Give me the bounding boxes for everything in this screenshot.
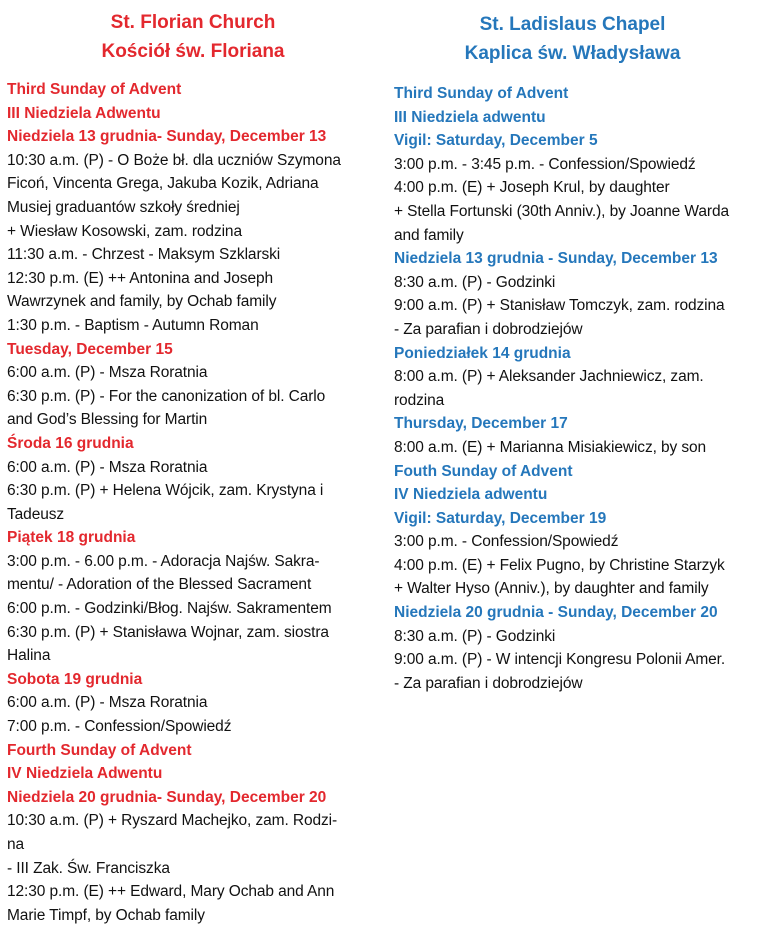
schedule-heading: Vigil: Saturday, December 5 <box>394 132 598 150</box>
schedule-entry: Marie Timpf, by Ochab family <box>7 906 205 924</box>
schedule-entry: 1:30 p.m. - Baptism - Autumn Roman <box>7 316 259 334</box>
schedule-entry: 4:00 p.m. (E) + Joseph Krul, by daughter <box>394 179 670 197</box>
schedule-entry: 8:30 a.m. (P) - Godzinki <box>394 273 556 291</box>
schedule-entry: 9:00 a.m. (P) + Stanisław Tomczyk, zam. rodzina <box>394 297 725 315</box>
schedule-heading: Niedziela 20 grudnia- Sunday, December 20 <box>7 788 327 806</box>
schedule-heading: Poniedziałek 14 grudnia <box>394 344 571 362</box>
church-title: St. Florian Church <box>110 12 276 33</box>
schedule-entry: 6:00 a.m. (P) - Msza Roratnia <box>7 694 208 712</box>
schedule-entry: + Walter Hyso (Anniv.), by daughter and family <box>394 580 709 598</box>
schedule-heading: Fourth Sunday of Advent <box>7 741 192 759</box>
schedule-entry: and God’s Blessing for Martin <box>7 411 208 429</box>
schedule-entry: 6:30 p.m. (P) - For the canonization of bl. Carlo <box>7 387 326 405</box>
schedule-entry: 8:00 a.m. (P) + Aleksander Jachniewicz, zam. <box>394 368 704 386</box>
schedule-entry: Wawrzynek and family, by Ochab family <box>7 293 277 311</box>
schedule-heading: Third Sunday of Advent <box>394 85 569 102</box>
schedule-entry: + Stella Fortunski (30th Anniv.), by Joanne Warda <box>394 202 729 220</box>
schedule-entry: 6:00 a.m. (P) - Msza Roratnia <box>7 458 208 476</box>
chapel-title: St. Ladislaus Chapel <box>479 14 666 35</box>
schedule-entry: - III Zak. Św. Franciszka <box>7 859 170 877</box>
schedule-entry: rodzina <box>394 391 445 409</box>
schedule-heading: Niedziela 20 grudnia - Sunday, December 20 <box>394 604 718 622</box>
schedule-entry: 12:30 p.m. (E) ++ Edward, Mary Ochab and Ann <box>7 883 335 901</box>
schedule-heading: IV Niedziela Adwentu <box>7 765 163 783</box>
schedule-entry: 8:30 a.m. (P) - Godzinki <box>394 627 556 645</box>
st-florian-header <box>7 0 372 78</box>
schedule-entry: 10:30 a.m. (P) + Ryszard Machejko, zam. Rodzi- <box>7 812 338 830</box>
schedule-heading: Thursday, December 17 <box>394 415 568 433</box>
schedule-heading: Środa 16 grudnia <box>7 434 134 452</box>
schedule-entry: 3:00 p.m. - 3:45 p.m. - Confession/Spowiedź <box>394 155 696 173</box>
schedule-entry: 8:00 a.m. (E) + Marianna Misiakiewicz, by son <box>394 438 707 456</box>
schedule-heading: Tuesday, December 15 <box>7 340 173 358</box>
schedule-heading: III Niedziela adwentu <box>394 108 546 126</box>
schedule-entry: 7:00 p.m. - Confession/Spowiedź <box>7 718 232 736</box>
schedule-entry: Musiej graduantów szkoły średniej <box>7 198 240 216</box>
church-subtitle: Kościół św. Floriana <box>101 41 285 62</box>
schedule-entry: 6:30 p.m. (P) + Stanisława Wojnar, zam. siostra <box>7 623 329 641</box>
schedule-entry: 12:30 p.m. (E) ++ Antonina and Joseph <box>7 269 274 287</box>
schedule-heading: Piątek 18 grudnia <box>7 529 136 547</box>
schedule-entry: + Wiesław Kosowski, zam. rodzina <box>7 222 242 240</box>
st-florian-schedule <box>7 78 372 927</box>
schedule-entry: 4:00 p.m. (E) + Felix Pugno, by Christine Starzyk <box>394 556 725 574</box>
schedule-heading: Vigil: Saturday, December 19 <box>394 509 607 527</box>
schedule-entry: 3:00 p.m. - 6.00 p.m. - Adoracja Najśw. Sakra- <box>7 552 320 570</box>
schedule-entry: 3:00 p.m. - Confession/Spowiedź <box>394 533 619 551</box>
schedule-entry: - Za parafian i dobrodziejów <box>394 674 583 692</box>
schedule-entry: 6:30 p.m. (P) + Helena Wójcik, zam. Krystyna i <box>7 482 324 500</box>
schedule-heading: IV Niedziela adwentu <box>394 486 548 504</box>
schedule-entry: na <box>7 836 25 853</box>
schedule-heading: Sobota 19 grudnia <box>7 670 143 688</box>
chapel-subtitle: Kaplica św. Władysława <box>464 43 681 64</box>
schedule-heading: Fouth Sunday of Advent <box>394 462 573 480</box>
schedule-entry: 11:30 a.m. - Chrzest - Maksym Szklarski <box>7 246 281 264</box>
st-ladislaus-schedule <box>394 82 764 695</box>
schedule-entry: 9:00 a.m. (P) - W intencji Kongresu Polonii Amer. <box>394 651 726 669</box>
schedule-entry: 6:00 p.m. - Godzinki/Błog. Najśw. Sakramentem <box>7 600 332 618</box>
schedule-heading: Third Sunday of Advent <box>7 81 182 98</box>
schedule-heading: Niedziela 13 grudnia - Sunday, December 13 <box>394 250 718 268</box>
schedule-heading: Niedziela 13 grudnia- Sunday, December 13 <box>7 128 327 146</box>
st-florian-column <box>7 0 372 927</box>
schedule-entry: Tadeusz <box>7 505 65 523</box>
schedule-entry: and family <box>394 226 464 244</box>
st-ladislaus-column <box>394 0 764 695</box>
schedule-entry: Halina <box>7 647 51 665</box>
schedule-heading: III Niedziela Adwentu <box>7 104 161 122</box>
schedule-entry: - Za parafian i dobrodziejów <box>394 320 583 338</box>
st-ladislaus-header <box>394 0 764 82</box>
schedule-entry: 6:00 a.m. (P) - Msza Roratnia <box>7 364 208 382</box>
schedule-entry: mentu/ - Adoration of the Blessed Sacrament <box>7 576 312 594</box>
schedule-entry: 10:30 a.m. (P) - O Boże bł. dla uczniów Szymona <box>7 151 341 169</box>
schedule-entry: Ficoń, Vincenta Grega, Jakuba Kozik, Adriana <box>7 175 319 193</box>
